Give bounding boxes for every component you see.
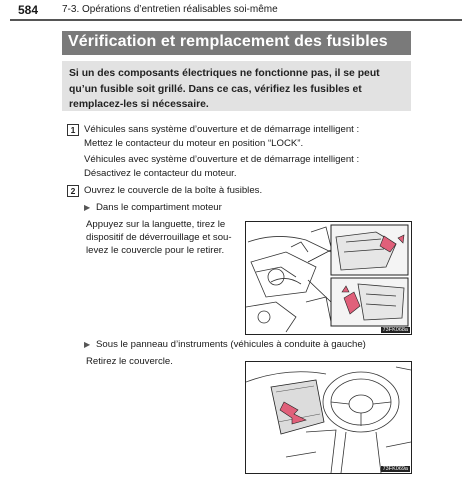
instrument-panel-figure bbox=[245, 361, 412, 474]
step-1-line-1: Véhicules sans système d’ouverture et de démarrage intelligent : bbox=[84, 124, 360, 135]
step-1-line-3: Véhicules avec système d’ouverture et de démarrage intelligent : bbox=[84, 154, 360, 165]
engine-fuse-box-illustration bbox=[246, 222, 411, 334]
instrument-panel-heading: Sous le panneau d’instruments (véhicules à conduite à gauche) bbox=[96, 339, 366, 350]
engine-fuse-box-figure bbox=[245, 221, 412, 335]
engine-text-line-2: dispositif de déverrouillage et sou- bbox=[86, 232, 232, 243]
step-number-1: 1 bbox=[67, 124, 79, 136]
engine-compartment-heading: Dans le compartiment moteur bbox=[96, 202, 222, 213]
step-1-line-4: Désactivez le contacteur du moteur. bbox=[84, 168, 237, 179]
section-title: Vérification et remplacement des fusibles bbox=[68, 33, 388, 50]
chapter-title: 7-3. Opérations d’entretien réalisables soi-même bbox=[62, 4, 278, 15]
page-number: 584 bbox=[18, 3, 39, 17]
bullet-arrow-icon: ▶ bbox=[84, 203, 91, 212]
bullet-arrow-icon: ▶ bbox=[84, 340, 91, 349]
warning-text: Si un des composants électriques ne fonctionne pas, il se peut qu’un fusible soit grillé. Dans ce cas, vérifiez les fusibles et remplacez-les si nécessaire. bbox=[69, 68, 380, 110]
instrument-figure-code: 73FK069a bbox=[382, 466, 408, 472]
step-1-line-2: Mettez le contacteur du moteur en position “LOCK”. bbox=[84, 138, 304, 149]
engine-text-line-1: Appuyez sur la languette, tirez le bbox=[86, 219, 226, 230]
engine-text-line-3: levez le couvercle pour le retirer. bbox=[86, 245, 225, 256]
instrument-panel-illustration bbox=[246, 362, 411, 473]
instrument-panel-text: Retirez le couvercle. bbox=[86, 356, 173, 367]
engine-figure-code: 73FK068a bbox=[382, 327, 408, 333]
step-number-2: 2 bbox=[67, 185, 79, 197]
step-2-line-1: Ouvrez le couvercle de la boîte à fusibles. bbox=[84, 185, 263, 196]
header-rule bbox=[10, 19, 462, 21]
